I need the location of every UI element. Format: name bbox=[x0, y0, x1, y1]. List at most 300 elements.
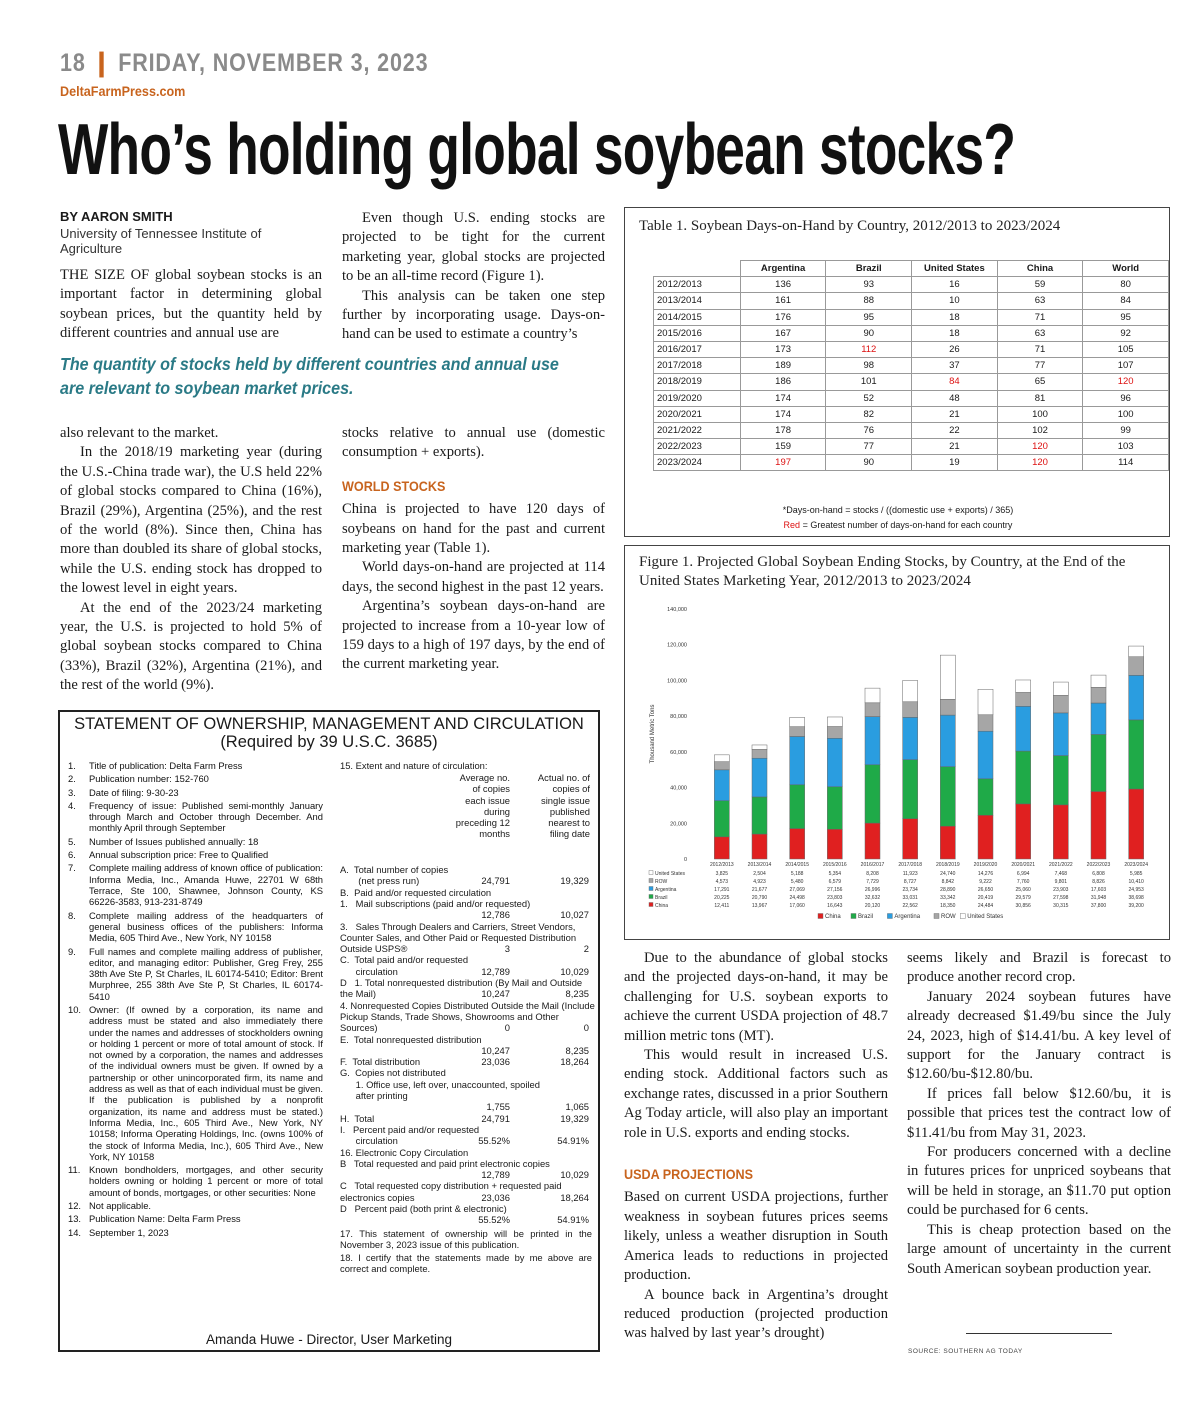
table-cell: 19 bbox=[912, 455, 998, 471]
bar-segment-argentina bbox=[865, 717, 880, 765]
statement-item-number: 6. bbox=[68, 849, 76, 861]
statement-item-text: Date of filing: 9-30-23 bbox=[89, 786, 179, 798]
table-key-swatch bbox=[649, 871, 653, 875]
table-cell: 159 bbox=[740, 439, 826, 455]
table-cell: 99 bbox=[1083, 422, 1169, 438]
bar-segment-row bbox=[1091, 687, 1106, 703]
bar-segment-brazil bbox=[827, 787, 842, 830]
table-cell: 77 bbox=[997, 358, 1083, 374]
subhead-world-stocks: WORLD STOCKS bbox=[342, 477, 446, 494]
bar-segment-china bbox=[752, 834, 767, 859]
table-header-row bbox=[654, 261, 1169, 277]
circulation-row-label: 3. Sales Through Dealers and Carriers, Street Vendors, Counter Sales, and Other Paid or Requested Distribution Outside USPS® bbox=[340, 920, 579, 955]
pull-quote: The quantity of stocks held by different countries and annual use are relevant to soybean market prices. bbox=[60, 354, 559, 398]
data-table-series-name: Brazil bbox=[655, 895, 668, 901]
table-cell: 100 bbox=[997, 406, 1083, 422]
paragraph: At the end of the 2023/24 marketing year, the U.S. is projected to hold 5% of global soybean stocks compared to China (33%), Brazil (32%), Argentina (21%), and the rest of the world (9%). bbox=[60, 599, 322, 694]
bar-segment-row bbox=[827, 727, 842, 739]
circulation-value-actual: 1,065 bbox=[565, 1101, 589, 1113]
col3 bbox=[624, 949, 888, 1344]
data-table-value: 27,069 bbox=[789, 887, 805, 893]
paragraph: This is cheap protection based on the large amount of uncertainty in the current South American soybean production year. bbox=[907, 1221, 1171, 1277]
bar-segment-china bbox=[978, 815, 993, 859]
legend-label: Argentina bbox=[894, 914, 921, 920]
legend-swatch bbox=[887, 914, 892, 919]
data-table-value: 30,315 bbox=[1053, 903, 1069, 909]
data-table-series-name: ROW bbox=[655, 879, 668, 885]
column-head-actual: Actual no. of copies of single issue published nearest to filing date bbox=[537, 772, 590, 840]
bar-segment-brazil bbox=[1129, 720, 1144, 789]
statement-title bbox=[60, 715, 598, 751]
legend-swatch bbox=[851, 914, 856, 919]
statement-item-text: Owner: (If owned by a corporation, its name and address must be stated and also immediately there under the names and addresses of stockholders owning or holding 1 percent or more of total amount of stock. If not owned by a corporation, the names and addresses of the individual owners must be given. If owned by a partnership or other unincorporated firm, its name and address as well as that of each individual must be given. If the publication is published by a nonprofit organization, its name and address must be stated.) Informa Media, Inc., 605 Third Ave., New York, NY 10158; Informa Operating Holdings, Inc. (owns 100% of the stock of Informa Media, Inc.), 605 Third Ave., New York, NY 10158 bbox=[89, 1004, 323, 1162]
end-rule bbox=[966, 1333, 1112, 1334]
circulation-value-actual: 0 bbox=[583, 1022, 589, 1034]
data-table-value: 22,562 bbox=[902, 903, 918, 909]
table-row-year: 2020/2021 bbox=[654, 406, 741, 422]
table-row-year: 2014/2015 bbox=[654, 309, 741, 325]
bar-segment-brazil bbox=[1091, 734, 1106, 791]
paragraph: World days-on-hand are projected at 114 days, the second highest in the past 12 years. bbox=[342, 559, 605, 595]
x-tick-label: 2015/2016 bbox=[823, 862, 847, 868]
bar-segment-argentina bbox=[790, 736, 805, 784]
data-table-value: 31,948 bbox=[1090, 895, 1107, 901]
x-tick-label: 2013/2014 bbox=[747, 862, 772, 868]
statement-item-number: 8. bbox=[68, 909, 76, 921]
table-cell: 92 bbox=[1083, 325, 1169, 341]
y-axis-label: Thousand Metric Tons bbox=[650, 704, 656, 764]
table-cell: 88 bbox=[826, 293, 912, 309]
data-table-value: 24,498 bbox=[789, 895, 805, 901]
paragraph: Argentina’s soybean days-on-hand are projected to increase from a 10-year low of 159 days to a high of 197 days, by the end of the current marketing year. bbox=[342, 598, 605, 673]
stacked-bar-chart bbox=[625, 546, 1171, 941]
table-cell: 90 bbox=[826, 325, 912, 341]
data-table-value: 12,411 bbox=[714, 903, 730, 909]
bar-segment-row bbox=[865, 703, 880, 717]
table-cell: 186 bbox=[740, 374, 826, 390]
bar-segment-argentina bbox=[903, 717, 918, 759]
headline: Who’s holding global soybean stocks? bbox=[58, 110, 1016, 190]
table-cell: 84 bbox=[912, 374, 998, 390]
data-table-value: 24,953 bbox=[1128, 887, 1144, 893]
legend-swatch bbox=[934, 914, 939, 919]
table-row-year: 2013/2014 bbox=[654, 293, 741, 309]
x-tick-label: 2014/2015 bbox=[785, 862, 809, 868]
statement-item bbox=[68, 1004, 323, 1162]
data-table-value: 38,698 bbox=[1128, 895, 1144, 901]
table-cell: 63 bbox=[997, 293, 1083, 309]
bar-segment-argentina bbox=[940, 715, 955, 767]
bar-segment-row bbox=[1129, 657, 1144, 676]
legend-label: China bbox=[825, 914, 841, 920]
bar-segment-row bbox=[714, 762, 729, 770]
table-cell: 37 bbox=[912, 358, 998, 374]
table-cell: 102 bbox=[997, 422, 1083, 438]
data-table-value: 6,994 bbox=[1016, 871, 1030, 877]
data-table-value: 17,060 bbox=[789, 903, 805, 909]
data-table-value: 11,923 bbox=[902, 871, 918, 877]
bar-segment-argentina bbox=[978, 731, 993, 779]
col2-bottom bbox=[342, 424, 605, 675]
table-key-swatch bbox=[649, 879, 653, 883]
table-cell: 71 bbox=[997, 309, 1083, 325]
y-tick-label: 60,000 bbox=[670, 749, 687, 756]
circulation-row-label: I. Percent paid and/or requested circulation bbox=[340, 1123, 480, 1147]
circulation-value-average: 12,789 bbox=[481, 1169, 510, 1181]
circulation-row-label: 1. Mail subscriptions (paid and/or requested) bbox=[340, 897, 531, 909]
statement-item bbox=[68, 800, 323, 834]
statement-item-number: 10. bbox=[68, 1004, 82, 1015]
bar-segment-china bbox=[790, 829, 805, 859]
table-row bbox=[654, 358, 1169, 374]
data-table-value: 27,156 bbox=[827, 887, 843, 893]
table-cell: 26 bbox=[912, 341, 998, 357]
data-table-value: 17,291 bbox=[714, 887, 730, 893]
bar-segment-argentina bbox=[752, 758, 767, 797]
data-table-value: 29,579 bbox=[1015, 895, 1031, 901]
circulation-row-label: B. Paid and/or requested circulation bbox=[340, 886, 492, 898]
bar-segment-united-states bbox=[1053, 682, 1068, 695]
bar-segment-row bbox=[978, 715, 993, 731]
table-cell: 59 bbox=[997, 277, 1083, 293]
statement-item-text: September 1, 2023 bbox=[89, 1226, 169, 1238]
circulation-row-label: D 1. Total nonrequested distribution (By Mail and Outside the Mail) bbox=[340, 977, 585, 1000]
statement-item bbox=[68, 1227, 323, 1238]
table-column-header: Argentina bbox=[740, 261, 826, 277]
bar-segment-brazil bbox=[714, 801, 729, 837]
circulation-value-actual: 18,264 bbox=[560, 1191, 589, 1203]
table-cell: 90 bbox=[826, 455, 912, 471]
column-head-average: Average no. of copies each issue during preceding 12 months bbox=[455, 772, 510, 840]
table-cell: 167 bbox=[740, 325, 826, 341]
circulation-row-label: 4. Nonrequested Copies Distributed Outside the Mail (Include Pickup Stands, Trade Shows, Showrooms and Other Sources) bbox=[340, 999, 598, 1034]
circulation-value-average: 10,247 bbox=[481, 1044, 510, 1056]
statement-item bbox=[68, 1200, 323, 1211]
table-key-swatch bbox=[649, 895, 653, 899]
statement-item bbox=[68, 849, 323, 860]
data-table-value: 7,760 bbox=[1016, 879, 1030, 885]
paragraph: If prices fall below $12.60/bu, it is possible that prices test the contract low of $11.41/bu from May 31, 2023. bbox=[907, 1085, 1171, 1141]
y-tick-label: 140,000 bbox=[667, 607, 687, 613]
table-cell: 189 bbox=[740, 358, 826, 374]
data-table-value: 8,826 bbox=[1092, 879, 1105, 885]
table-cell: 100 bbox=[1083, 406, 1169, 422]
table-row-year: 2023/2024 bbox=[654, 455, 741, 471]
col1-top bbox=[60, 266, 322, 344]
table-cell: 18 bbox=[912, 325, 998, 341]
circulation-value-average: 55.52% bbox=[478, 1214, 510, 1226]
circulation-value-average: 10,247 bbox=[481, 988, 510, 1000]
statement-item bbox=[68, 946, 323, 1002]
table-cell: 52 bbox=[826, 390, 912, 406]
x-tick-label: 2021/2022 bbox=[1049, 862, 1073, 868]
data-table-value: 13,967 bbox=[751, 903, 768, 909]
bar-segment-brazil bbox=[1016, 751, 1031, 804]
y-tick-label: 100,000 bbox=[667, 678, 687, 685]
bar-segment-row bbox=[790, 727, 805, 737]
circulation-row-label: D Percent paid (both print & electronic) bbox=[340, 1203, 507, 1214]
data-table-value: 21,677 bbox=[751, 887, 768, 893]
table-row-year: 2021/2022 bbox=[654, 422, 741, 438]
data-table-value: 18,350 bbox=[940, 903, 956, 909]
bar-segment-argentina bbox=[1091, 703, 1106, 734]
circulation-value-average: 1,755 bbox=[486, 1101, 510, 1113]
table-cell: 65 bbox=[997, 374, 1083, 390]
table-cell: 18 bbox=[912, 309, 998, 325]
data-table-value: 14,276 bbox=[977, 871, 994, 877]
data-table-value: 3,825 bbox=[715, 871, 729, 877]
x-tick-label: 2018/2019 bbox=[936, 862, 960, 868]
bar-segment-brazil bbox=[865, 765, 880, 823]
data-table-value: 25,060 bbox=[1015, 887, 1031, 893]
page-number: 18 bbox=[60, 49, 86, 77]
bar-segment-brazil bbox=[790, 785, 805, 829]
circulation-row-label: 16. Electronic Copy Circulation bbox=[340, 1146, 469, 1158]
table-cell: 120 bbox=[1083, 374, 1169, 390]
paragraph: This analysis can be taken one step further by incorporating usage. Days-on-hand can be used to estimate a country’s bbox=[342, 287, 605, 343]
data-table-value: 9,222 bbox=[979, 879, 992, 885]
table-key-swatch bbox=[649, 903, 653, 907]
data-table-value: 23,734 bbox=[902, 887, 918, 893]
bar-segment-china bbox=[1053, 805, 1068, 859]
table-cell: 48 bbox=[912, 390, 998, 406]
data-table-value: 39,200 bbox=[1128, 903, 1144, 909]
table-row bbox=[654, 455, 1169, 471]
paragraph: stocks relative to annual use (domestic consumption + exports). bbox=[342, 425, 605, 461]
table-row-year: 2022/2023 bbox=[654, 439, 741, 455]
table-cell: 95 bbox=[1083, 309, 1169, 325]
byline: BY AARON SMITH bbox=[60, 209, 173, 224]
circulation-value-average: 55.52% bbox=[478, 1135, 510, 1147]
bar-segment-brazil bbox=[978, 779, 993, 815]
statement-item-text: Complete mailing address of the headquarters of general business offices of the publishers: Informa Media, 605 Third Ave., New York, NY 10158 bbox=[89, 909, 323, 944]
table-row-year: 2015/2016 bbox=[654, 325, 741, 341]
statement-title-line1: STATEMENT OF OWNERSHIP, MANAGEMENT AND CIRCULATION bbox=[74, 715, 584, 733]
data-table-value: 4,573 bbox=[715, 879, 729, 885]
paragraph: This would result in increased U.S. ending stock. Additional factors such as exchange rates, discussed in a prior Southern Ag Today article, will also play an important role in U.S. exports and ending stocks. bbox=[624, 1047, 888, 1141]
table-cell: 82 bbox=[826, 406, 912, 422]
bar-segment-row bbox=[752, 749, 767, 758]
statement-item-number: 4. bbox=[68, 799, 76, 811]
circulation-value-average: 12,789 bbox=[481, 965, 510, 977]
circulation-value-average: 24,791 bbox=[481, 875, 510, 887]
paragraph: January 2024 soybean futures have already decreased $1.49/bu since the July 24, 2023, high of $14.41/bu. A key level of support for the January contract is $12.60/bu-$12.80/bu. bbox=[907, 988, 1171, 1083]
statement-item-text: Number of Issues published annually: 18 bbox=[89, 835, 259, 847]
table-cell: 176 bbox=[740, 309, 826, 325]
circulation-value-actual: 19,329 bbox=[560, 875, 589, 887]
byline-block bbox=[60, 209, 322, 256]
circulation-row-label: H. Total bbox=[340, 1112, 375, 1124]
table-cell: 101 bbox=[826, 374, 912, 390]
data-table-value: 5,480 bbox=[790, 879, 804, 885]
legend-swatch bbox=[960, 914, 965, 919]
circulation-value-actual: 10,029 bbox=[560, 1169, 589, 1181]
table-cell: 80 bbox=[1083, 277, 1169, 293]
data-table-value: 17,603 bbox=[1090, 887, 1107, 893]
source-credit: SOURCE: SOUTHERN AG TODAY bbox=[908, 1348, 1023, 1355]
col1-bottom bbox=[60, 424, 322, 696]
statement-item bbox=[68, 1164, 323, 1198]
statement-item-text: Full names and complete mailing address of publisher, editor, and managing editor: Publisher, Greg Frey, 255 38th Ave Ste P, St Charles, IL 60174-5410; Editor: Brent Murphree, 255 38th Ave Ste P, St Charles, IL 60174-5410 bbox=[89, 945, 323, 1002]
data-table-value: 33,342 bbox=[940, 895, 956, 901]
statement-item-number: 11. bbox=[68, 1164, 81, 1176]
paragraph: Based on current USDA projections, further weakness in soybean futures prices seems likely, unless a weather disruption in South America leads to reductions in projected production. bbox=[624, 1189, 888, 1284]
bar-segment-argentina bbox=[1053, 713, 1068, 756]
table-1 bbox=[624, 207, 1170, 537]
table-note-formula: *Days-on-hand = stocks / ((domestic use + exports) / 365) bbox=[782, 505, 1014, 515]
table-column-header: Brazil bbox=[826, 261, 912, 277]
bar-segment-china bbox=[865, 823, 880, 859]
table-cell: 120 bbox=[997, 455, 1083, 471]
table-cell: 10 bbox=[912, 293, 998, 309]
table-row-year: 2019/2020 bbox=[654, 390, 741, 406]
x-tick-label: 2012/2013 bbox=[710, 862, 734, 868]
data-table-value: 26,650 bbox=[977, 887, 994, 893]
statement-item bbox=[68, 910, 323, 944]
x-tick-label: 2022/2023 bbox=[1086, 862, 1111, 868]
bar-segment-united-states bbox=[714, 755, 729, 762]
table-row-year: 2012/2013 bbox=[654, 277, 741, 293]
bar-segment-china bbox=[827, 829, 842, 859]
paragraph: Even though U.S. ending stocks are projected to be tight for the current marketing year, global stocks are projected to be an all-time record (Figure 1). bbox=[342, 210, 605, 285]
data-table-value: 8,208 bbox=[866, 871, 879, 877]
bar-segment-china bbox=[714, 837, 729, 859]
data-table-value: 9,801 bbox=[1054, 879, 1068, 885]
table-row bbox=[654, 325, 1169, 341]
bar-segment-row bbox=[1016, 692, 1031, 706]
figure-1 bbox=[624, 545, 1170, 940]
bar-segment-argentina bbox=[1016, 706, 1031, 751]
table-column-header: China bbox=[997, 261, 1083, 277]
data-table-value: 24,484 bbox=[977, 903, 994, 909]
table-cell: 77 bbox=[826, 439, 912, 455]
statement-item-number: 3. bbox=[68, 786, 76, 798]
table-cell: 22 bbox=[912, 422, 998, 438]
statement-item-text: Publication number: 152-760 bbox=[89, 773, 209, 785]
circulation-row-label: E. Total nonrequested distribution bbox=[340, 1033, 482, 1045]
statement-item bbox=[68, 760, 323, 771]
data-table-value: 2,504 bbox=[753, 871, 766, 877]
statement-item bbox=[68, 862, 323, 907]
data-table-value: 27,598 bbox=[1053, 895, 1069, 901]
x-tick-label: 2016/2017 bbox=[860, 862, 885, 868]
bar-segment-united-states bbox=[865, 688, 880, 703]
table-column-header: United States bbox=[912, 261, 998, 277]
data-table-value: 26,996 bbox=[864, 887, 881, 893]
circulation-value-actual: 10,029 bbox=[560, 965, 589, 977]
paragraph: seems likely and Brazil is forecast to produce another record crop. bbox=[907, 950, 1171, 986]
table-row bbox=[654, 422, 1169, 438]
data-table-value: 10,410 bbox=[1128, 879, 1144, 885]
y-tick-label: 40,000 bbox=[670, 785, 687, 792]
table-cell: 63 bbox=[997, 325, 1083, 341]
x-tick-label: 2023/2024 bbox=[1124, 862, 1148, 868]
statement-item-number: 13. bbox=[68, 1213, 82, 1225]
data-table-value: 16,643 bbox=[827, 903, 843, 909]
paragraph: China is projected to have 120 days of soybeans on hand for the past and current marketing year (Table 1). bbox=[342, 501, 605, 557]
table-row-year: 2017/2018 bbox=[654, 358, 741, 374]
table-cell: 81 bbox=[997, 390, 1083, 406]
circulation-value-actual: 18,264 bbox=[560, 1056, 589, 1068]
data-table-value: 32,632 bbox=[864, 895, 881, 901]
bar-segment-china bbox=[1016, 804, 1031, 859]
legend-label: Brazil bbox=[858, 914, 874, 920]
bar-segment-row bbox=[1053, 695, 1068, 713]
statement-item bbox=[68, 836, 323, 847]
statement-item-number: 1. bbox=[68, 760, 76, 771]
table-cell: 174 bbox=[740, 390, 826, 406]
statement-circulation bbox=[340, 760, 598, 1328]
table-cell: 76 bbox=[826, 422, 912, 438]
bar-segment-united-states bbox=[940, 655, 955, 699]
table-row-year: 2016/2017 bbox=[654, 341, 741, 357]
site-link[interactable]: DeltaFarmPress.com bbox=[60, 83, 186, 99]
statement-item-text: Annual subscription price: Free to Qualified bbox=[89, 849, 269, 861]
signature: Amanda Huwe - Director, User Marketing bbox=[205, 1332, 453, 1347]
table-cell: 21 bbox=[912, 439, 998, 455]
statement-item-17: 17. This statement of ownership will be printed in the November 3, 2023 issue of this publication. bbox=[340, 1227, 592, 1250]
bar-segment-united-states bbox=[1129, 646, 1144, 657]
bar-segment-argentina bbox=[714, 770, 729, 801]
bar-segment-china bbox=[1129, 789, 1144, 859]
folio-separator: ❙ bbox=[92, 49, 112, 77]
circulation-row-label: A. Total number of copies (net press run) bbox=[340, 864, 449, 887]
bar-segment-brazil bbox=[903, 760, 918, 819]
data-table-value: 20,790 bbox=[751, 895, 768, 901]
bar-segment-united-states bbox=[752, 745, 767, 749]
y-tick-label: 0 bbox=[683, 857, 687, 863]
data-table-value: 23,903 bbox=[1053, 887, 1069, 893]
data-table-value: 33,031 bbox=[902, 895, 918, 901]
circulation-value-actual: 2 bbox=[583, 943, 589, 955]
table-cell: 120 bbox=[997, 439, 1083, 455]
table-cell: 107 bbox=[1083, 358, 1169, 374]
bar-segment-row bbox=[940, 699, 955, 715]
circulation-value-actual: 54.91% bbox=[557, 1135, 589, 1147]
paragraph: For producers concerned with a decline in futures prices for unpriced soybeans that will be held in storage, an $11.70 put option could be purchased for 6 cents. bbox=[907, 1144, 1171, 1219]
data-table-value: 20,225 bbox=[714, 895, 730, 901]
days-on-hand-table bbox=[653, 260, 1169, 471]
data-table-series-name: Argentina bbox=[655, 887, 677, 893]
data-table-value: 20,419 bbox=[977, 895, 994, 901]
bar-segment-china bbox=[940, 826, 955, 859]
data-table-value: 30,856 bbox=[1015, 903, 1031, 909]
table-column-header: World bbox=[1083, 261, 1169, 277]
bar-segment-united-states bbox=[827, 717, 842, 727]
table-row bbox=[654, 309, 1169, 325]
table-cell: 114 bbox=[1083, 455, 1169, 471]
data-table-value: 28,890 bbox=[940, 887, 956, 893]
circulation-row-label: C Total requested copy distribution + requested paid electronics copies bbox=[340, 1180, 565, 1203]
statement-item bbox=[68, 1213, 323, 1224]
legend-label: ROW bbox=[941, 914, 956, 920]
circulation-value-actual: 8,235 bbox=[565, 1044, 589, 1056]
table-cell: 93 bbox=[826, 277, 912, 293]
table-cell: 16 bbox=[912, 277, 998, 293]
data-table-value: 7,468 bbox=[1054, 871, 1068, 877]
circulation-value-average: 0 bbox=[504, 1022, 510, 1034]
subhead-usda-projections: USDA PROJECTIONS bbox=[624, 1166, 754, 1183]
statement-item bbox=[68, 773, 323, 784]
statement-item-18: 18. I certify that the statements made by me above are correct and complete. bbox=[340, 1252, 592, 1275]
paragraph: also relevant to the market. bbox=[60, 425, 219, 441]
data-table-value: 8,727 bbox=[903, 879, 917, 885]
table-row bbox=[654, 390, 1169, 406]
statement-title-line2: (Required by 39 U.S.C. 3685) bbox=[220, 733, 438, 751]
affiliation: University of Tennessee Institute of Agriculture bbox=[60, 226, 262, 256]
bar-segment-brazil bbox=[940, 767, 955, 827]
x-tick-label: 2019/2020 bbox=[973, 862, 998, 868]
